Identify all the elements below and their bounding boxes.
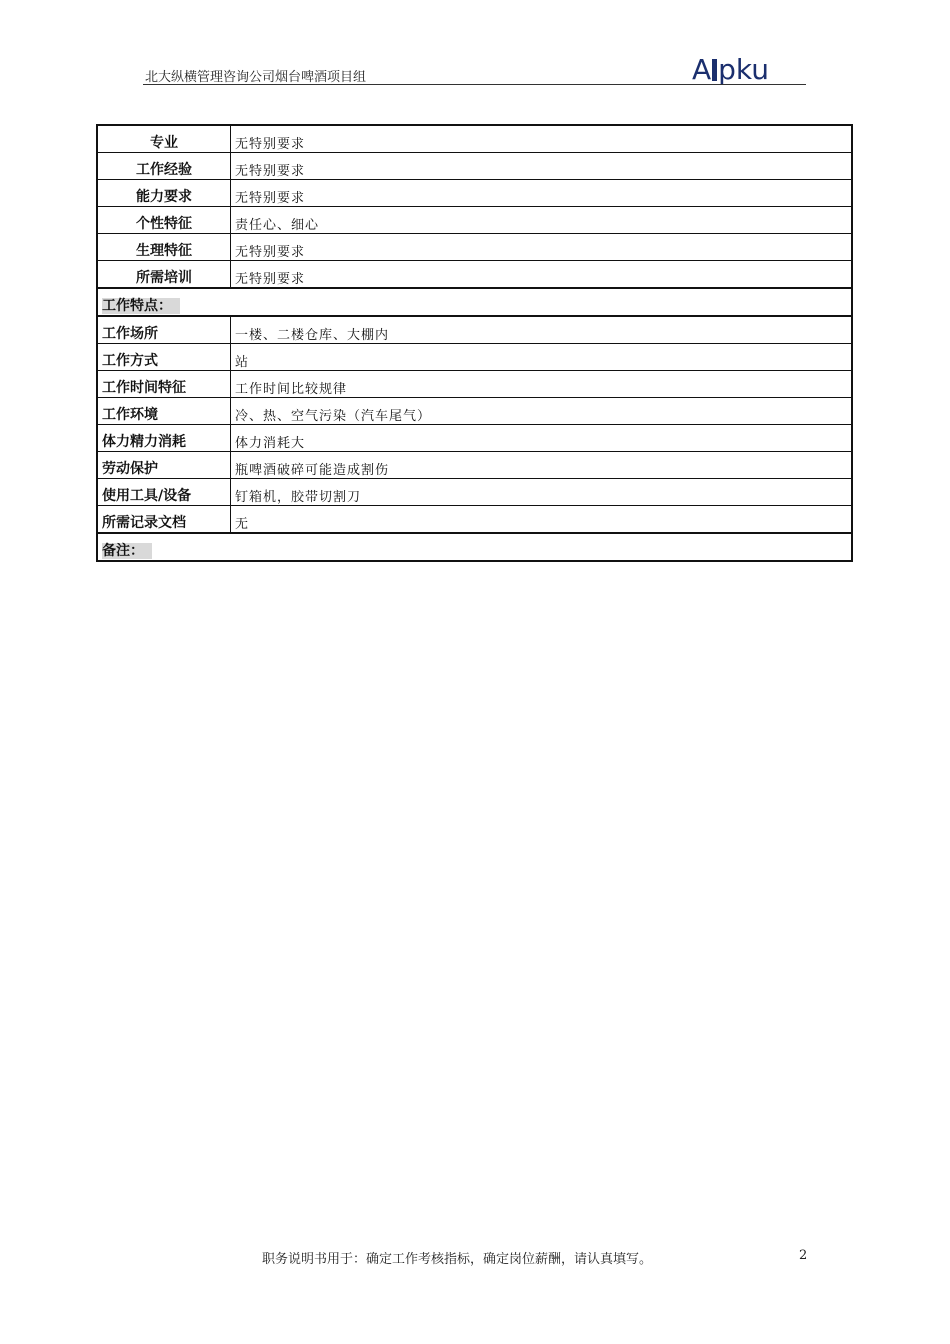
remarks-title: 备注：: [102, 543, 152, 559]
feature-value: 瓶啤酒破碎可能造成割伤: [231, 452, 853, 479]
feature-label: 使用工具/设备: [97, 479, 231, 506]
section-header-remarks: [97, 533, 852, 561]
feature-value: 一楼、二楼仓库、大棚内: [231, 316, 853, 344]
table-row: [97, 479, 852, 506]
qual-value: 无特别要求: [231, 234, 853, 261]
logo-text: pku: [718, 53, 770, 86]
qual-value: 无特别要求: [231, 125, 853, 153]
section-header-work-features: [97, 288, 852, 316]
table-row: [97, 180, 852, 207]
qual-label: 生理特征: [97, 234, 231, 261]
job-description-table: [96, 124, 853, 562]
qual-label: 能力要求: [97, 180, 231, 207]
table-row: [97, 316, 852, 344]
table-row: [97, 344, 852, 371]
table-row: [97, 452, 852, 479]
table-row: [97, 371, 852, 398]
logo-bar: [712, 59, 717, 81]
feature-label: 劳动保护: [97, 452, 231, 479]
qual-value: 无特别要求: [231, 261, 853, 289]
feature-label: 工作方式: [97, 344, 231, 371]
feature-label: 工作时间特征: [97, 371, 231, 398]
page-number: 2: [799, 1248, 808, 1263]
feature-label: 所需记录文档: [97, 506, 231, 534]
table-row: [97, 425, 852, 452]
qual-label: 所需培训: [97, 261, 231, 289]
feature-value: 无: [231, 506, 853, 534]
table-row: [97, 261, 852, 289]
feature-value: 站: [231, 344, 853, 371]
table-row: [97, 506, 852, 534]
qual-label: 专业: [97, 125, 231, 153]
feature-value: 体力消耗大: [231, 425, 853, 452]
feature-value: 钉箱机，胶带切割刀: [231, 479, 853, 506]
table-row: [97, 234, 852, 261]
table-row: [97, 207, 852, 234]
company-logo: [692, 54, 769, 86]
footer-note: 职务说明书用于：确定工作考核指标，确定岗位薪酬，请认真填写。: [262, 1252, 653, 1267]
table-row: [97, 153, 852, 180]
section-title: 工作特点：: [102, 298, 180, 314]
qual-value: 无特别要求: [231, 153, 853, 180]
qual-value: 责任心、细心: [231, 207, 853, 234]
table-row: [97, 125, 852, 153]
qual-label: 个性特征: [97, 207, 231, 234]
qual-value: 无特别要求: [231, 180, 853, 207]
feature-value: 冷、热、空气污染（汽车尾气）: [231, 398, 853, 425]
feature-value: 工作时间比较规律: [231, 371, 853, 398]
feature-label: 体力精力消耗: [97, 425, 231, 452]
header-title: 北大纵横管理咨询公司烟台啤酒项目组: [145, 70, 367, 85]
table-row: [97, 398, 852, 425]
logo-letter: A: [692, 53, 712, 86]
qual-label: 工作经验: [97, 153, 231, 180]
feature-label: 工作场所: [97, 316, 231, 344]
header-rule: [143, 84, 806, 85]
feature-label: 工作环境: [97, 398, 231, 425]
